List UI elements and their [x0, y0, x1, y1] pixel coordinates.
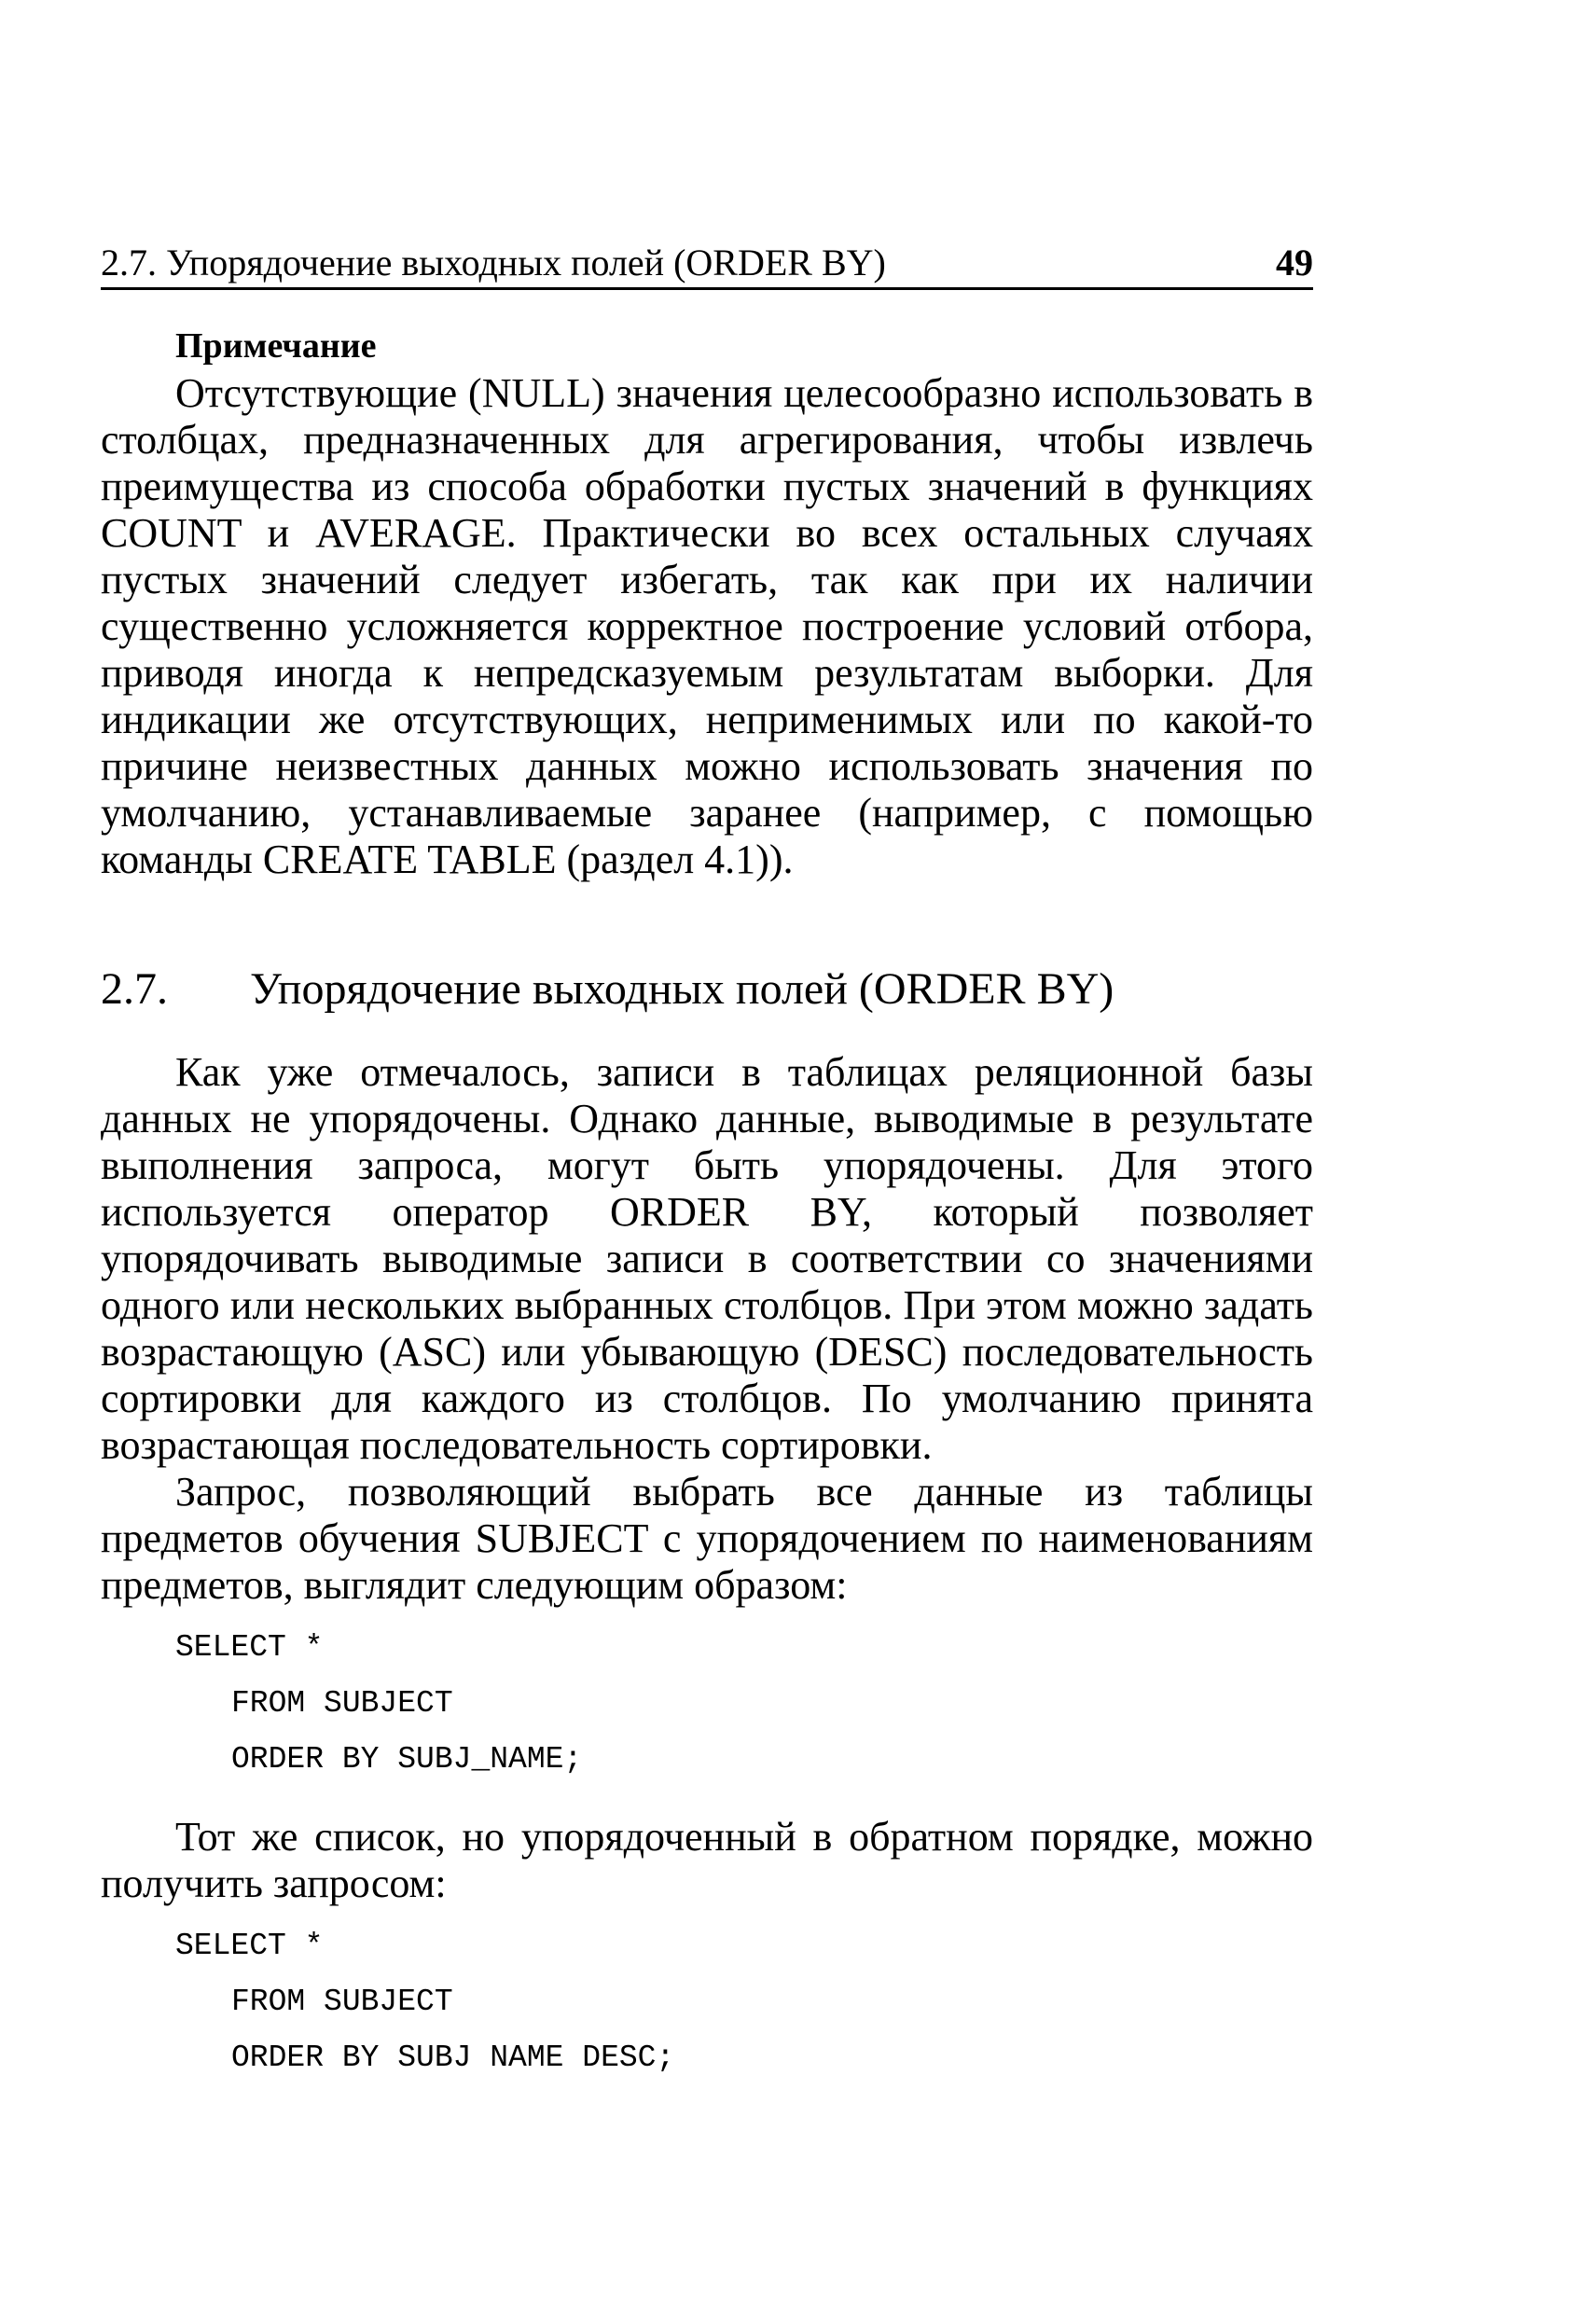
section-title: Упорядочение выходных полей (ORDER BY): [250, 964, 1114, 1014]
note-text: Отсутствующие (NULL) значения целесообразно использовать в столбцах, предназначенных для агрегирования, чтобы извлечь преимущества из способа обработки пустых значений в функциях COUNT и AVERAGE. Практически во всех остальных случаях пустых значений следует избегать, так как при их наличии существенно усложняется корректное построение условий отбора, приводя иногда к непредсказуемым результатам выборки. Для индикации же отсутствующих, неприменимых или по какой-то причине неизвестных данных можно использовать значения по умолчанию, устанавливаемые заранее (например, с помощью команды CREATE TABLE (раздел 4.1)).: [101, 370, 1313, 882]
note-heading: Примечание: [175, 326, 377, 366]
code-line: FROM SUBJECT: [231, 1985, 453, 2019]
section-number: 2.7.: [101, 964, 168, 1014]
running-head: [101, 241, 1313, 290]
code-block-descending: [175, 1928, 1313, 2096]
code-line: FROM SUBJECT: [231, 1686, 453, 1721]
code-line: SELECT *: [175, 1929, 324, 1963]
section-heading: [101, 963, 1313, 1016]
code-line: SELECT *: [175, 1630, 324, 1665]
code-block-ascending: [175, 1629, 1313, 1797]
page-number: 49: [1276, 242, 1313, 284]
running-head-title: 2.7. Упорядочение выходных полей (ORDER BY): [101, 242, 886, 284]
code-line: ORDER BY SUBJ_NAME;: [231, 1742, 583, 1777]
book-page: [101, 241, 1313, 2112]
paragraph-reverse-order: Тот же список, но упорядоченный в обратном порядке, можно получить запросом:: [101, 1814, 1313, 1906]
code-line: ORDER BY SUBJ NAME DESC;: [231, 2040, 675, 2075]
paragraph-query-description: Запрос, позволяющий выбрать все данные из таблицы предметов обучения SUBJECT с упорядочением по наименованиям предметов, выглядит следующим образом:: [101, 1469, 1313, 1608]
paragraph-intro: Как уже отмечалось, записи в таблицах реляционной базы данных не упорядочены. Однако данные, выводимые в результате выполнения запроса, могут быть упорядочены. Для этого используется оператор ORDER BY, который позволяет упорядочивать выводимые записи в соответствии со значениями одного или нескольких выбранных столбцов. При этом можно задать возрастающую (ASC) или убывающую (DESC) последовательность сортировки для каждого из столбцов. По умолчанию принята возрастающая последовательность сортировки.: [101, 1049, 1313, 1468]
